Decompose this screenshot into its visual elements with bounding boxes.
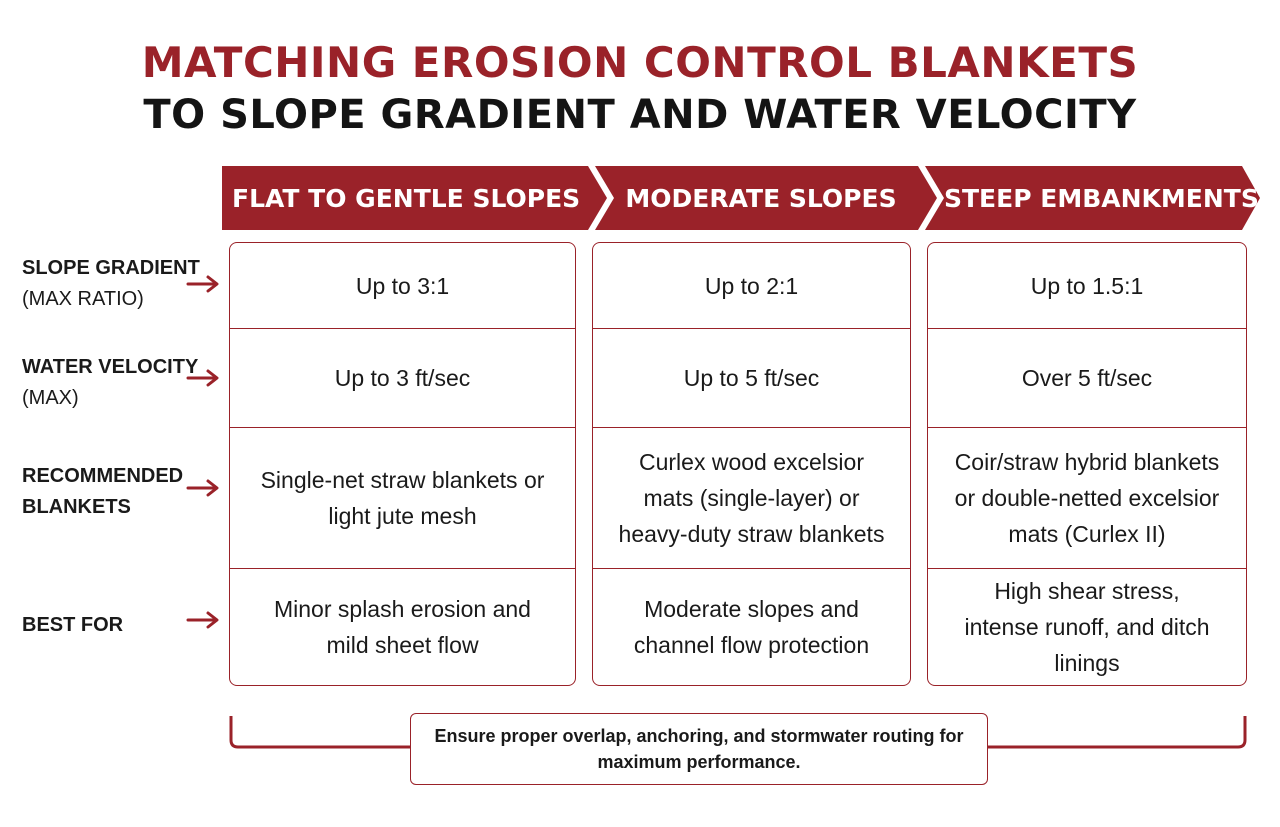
header-flat-to-gentle-slopes: FLAT TO GENTLE SLOPES xyxy=(232,184,581,213)
column-flat-to-gentle-slopes xyxy=(229,242,576,686)
row-label-best-for xyxy=(22,610,123,641)
cell-water-velocity: Up to 5 ft/sec xyxy=(683,365,820,391)
cell-recommended-blankets: Single-net straw blankets or light jute mesh xyxy=(260,467,545,529)
title-line-1: MATCHING EROSION CONTROL BLANKETS xyxy=(141,38,1139,87)
cell-best-for: High shear stress, intense runoff, and ditch linings xyxy=(964,577,1210,676)
cell-slope-gradient: Up to 2:1 xyxy=(704,272,799,299)
row-label-main: BEST FOR xyxy=(22,614,124,636)
cell-slope-gradient: Up to 3:1 xyxy=(355,272,450,299)
column-moderate-slopes xyxy=(592,242,911,686)
arrow-right-icon xyxy=(186,274,222,294)
header-steep-embankments: STEEP EMBANKMENTS xyxy=(944,184,1259,213)
row-label-sub: (MAX) xyxy=(22,387,79,409)
cell-water-velocity: Over 5 ft/sec xyxy=(1021,365,1153,391)
row-label-main: RECOMMENDED BLANKETS xyxy=(22,465,184,518)
row-label-water-velocity xyxy=(22,352,198,414)
column-steep-embankments xyxy=(927,242,1247,686)
arrow-right-icon xyxy=(186,368,222,388)
cell-best-for: Moderate slopes and channel flow protection xyxy=(633,595,870,658)
cell-slope-gradient: Up to 1.5:1 xyxy=(1030,272,1144,299)
row-label-main: WATER VELOCITY xyxy=(22,356,199,378)
row-label-main: SLOPE GRADIENT xyxy=(22,257,200,279)
row-label-recommended-blankets xyxy=(22,461,182,523)
arrow-right-icon xyxy=(186,478,222,498)
row-label-sub: (MAX RATIO) xyxy=(22,288,144,310)
row-label-slope-gradient xyxy=(22,253,200,315)
cell-water-velocity: Up to 3 ft/sec xyxy=(334,365,471,391)
footer-note: Ensure proper overlap, anchoring, and stormwater routing for maximum performance. xyxy=(410,713,988,785)
title-line-2: TO SLOPE GRADIENT AND WATER VELOCITY xyxy=(143,92,1137,138)
cell-recommended-blankets: Coir/straw hybrid blankets or double-netted excelsior mats (Curlex II) xyxy=(954,449,1220,547)
cell-recommended-blankets: Curlex wood excelsior mats (single-layer) or heavy-duty straw blankets xyxy=(618,449,885,547)
cell-best-for: Minor splash erosion and mild sheet flow xyxy=(274,595,531,658)
arrow-right-icon xyxy=(186,610,222,630)
header-moderate-slopes: MODERATE SLOPES xyxy=(625,184,897,213)
